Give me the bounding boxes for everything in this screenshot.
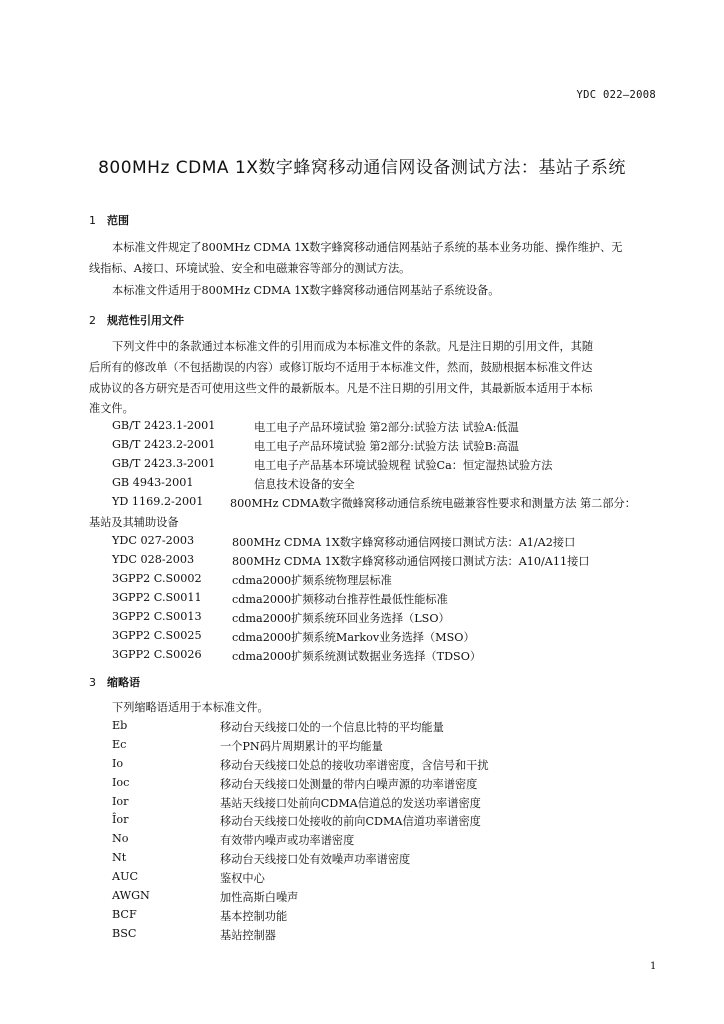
normative-paragraph-line: 准文件。 <box>89 402 134 415</box>
reference-name: cdma2000扩频系统Markov业务选择（MSO） <box>232 631 475 644</box>
reference-continuation: 基站及其辅助设备 <box>89 516 179 529</box>
reference-code: 3GPP2 C.S0002 <box>112 572 202 585</box>
reference-name: 800MHz CDMA 1X数字蜂窝移动通信网接口测试方法：A1/A2接口 <box>232 536 576 549</box>
reference-code: YDC 027-2003 <box>112 534 195 547</box>
abbreviation-code: BCF <box>112 908 137 921</box>
reference-name: 800MHz CDMA 1X数字蜂窝移动通信网接口测试方法：A10/A11接口 <box>232 555 590 568</box>
abbreviation-code: Ec <box>112 738 127 751</box>
abbreviation-code: No <box>112 832 129 845</box>
abbreviation-definition: 移动台天线接口处总的接收功率谱密度，含信号和干扰 <box>220 759 489 772</box>
normative-paragraph-line: 下列文件中的条款通过本标准文件的引用而成为本标准文件的条款。凡是注日期的引用文件，其随 <box>112 340 594 353</box>
section-number: 1 <box>89 214 96 227</box>
abbreviations-intro: 下列缩略语适用于本标准文件。 <box>112 701 269 714</box>
reference-name: cdma2000扩频系统环回业务选择（LSO） <box>232 612 450 625</box>
abbreviation-code: Eb <box>112 719 128 732</box>
abbreviation-definition: 基本控制功能 <box>220 910 288 923</box>
page-number: 1 <box>650 961 657 972</box>
reference-code: 3GPP2 C.S0025 <box>112 629 202 642</box>
section-heading-abbreviations <box>89 674 140 690</box>
abbreviation-definition: 移动台天线接口处有效噪声功率谱密度 <box>220 853 411 866</box>
document-title: 800MHz CDMA 1X数字蜂窝移动通信网设备测试方法：基站子系统 <box>98 158 626 178</box>
abbreviation-definition: 加性高斯白噪声 <box>220 891 299 904</box>
reference-code: 3GPP2 C.S0013 <box>112 610 202 623</box>
reference-name: 信息技术设备的安全 <box>254 478 355 491</box>
abbreviation-definition: 移动台天线接口处接收的前向CDMA信道功率谱密度 <box>220 815 481 828</box>
abbreviation-definition: 基站控制器 <box>220 929 276 942</box>
section-title: 缩略语 <box>107 676 140 689</box>
document-number: YDC 022—2008 <box>576 89 656 101</box>
reference-name: cdma2000扩频系统物理层标准 <box>232 574 392 587</box>
reference-code: 3GPP2 C.S0026 <box>112 648 202 661</box>
scope-paragraph-line: 本标准文件适用于800MHz CDMA 1X数字蜂窝移动通信网基站子系统设备。 <box>112 284 500 297</box>
reference-name: 电工电子产品环境试验 第2部分:试验方法 试验A:低温 <box>254 421 519 434</box>
abbreviation-code: AWGN <box>112 889 150 902</box>
scope-paragraph-line: 线指标、A接口、环境试验、安全和电磁兼容等部分的测试方法。 <box>89 262 411 275</box>
reference-code: GB/T 2423.3-2001 <box>112 457 216 470</box>
abbreviation-code: BSC <box>112 927 137 940</box>
reference-code: YDC 028-2003 <box>112 553 195 566</box>
abbreviation-code: AUC <box>112 870 139 883</box>
abbreviation-code: Io <box>112 757 124 770</box>
abbreviation-definition: 鉴权中心 <box>220 872 265 885</box>
section-heading-scope <box>89 212 129 228</box>
reference-code: 3GPP2 C.S0011 <box>112 591 202 604</box>
abbreviation-definition: 移动台天线接口处的一个信息比特的平均能量 <box>220 721 444 734</box>
section-number: 2 <box>89 314 96 327</box>
reference-name: cdma2000扩频移动台推荐性最低性能标准 <box>232 593 448 606</box>
abbreviation-definition: 有效带内噪声或功率谱密度 <box>220 834 355 847</box>
section-title: 范围 <box>107 214 129 227</box>
section-number: 3 <box>89 676 96 689</box>
scope-paragraph-line: 本标准文件规定了800MHz CDMA 1X数字蜂窝移动通信网基站子系统的基本业务功能、操作维护、无 <box>112 241 623 254</box>
abbreviation-definition: 一个PN码片周期累计的平均能量 <box>220 740 383 753</box>
reference-name: 电工电子产品环境试验 第2部分:试验方法 试验B:高温 <box>254 440 519 453</box>
abbreviation-code: Ioc <box>112 776 130 789</box>
abbreviation-code: Ior <box>112 795 129 808</box>
abbreviation-definition: 基站天线接口处前向CDMA信道总的发送功率谱密度 <box>220 797 481 810</box>
abbreviation-code: Îor <box>112 813 129 826</box>
reference-name: cdma2000扩频系统测试数据业务选择（TDSO） <box>232 650 482 663</box>
reference-name: 电工电子产品基本环境试验规程 试验Ca：恒定湿热试验方法 <box>254 459 553 472</box>
normative-paragraph-line: 成协议的各方研究是否可使用这些文件的最新版本。凡是不注日期的引用文件，其最新版本适用于本标 <box>89 382 593 395</box>
reference-code: GB/T 2423.2-2001 <box>112 438 216 451</box>
abbreviation-definition: 移动台天线接口处测量的带内白噪声源的功率谱密度 <box>220 778 478 791</box>
reference-code: GB/T 2423.1-2001 <box>112 419 216 432</box>
abbreviation-code: Nt <box>112 851 127 864</box>
section-title: 规范性引用文件 <box>107 314 184 327</box>
reference-name: 800MHz CDMA数字微蜂窝移动通信系统电磁兼容性要求和测量方法 第二部分： <box>230 497 636 510</box>
section-heading-normative <box>89 312 184 328</box>
normative-paragraph-line: 后所有的修改单（不包括勘误的内容）或修订版均不适用于本标准文件，然而，鼓励根据本标准文件达 <box>89 361 593 374</box>
reference-code: GB 4943-2001 <box>112 476 194 489</box>
reference-code: YD 1169.2-2001 <box>112 495 204 508</box>
